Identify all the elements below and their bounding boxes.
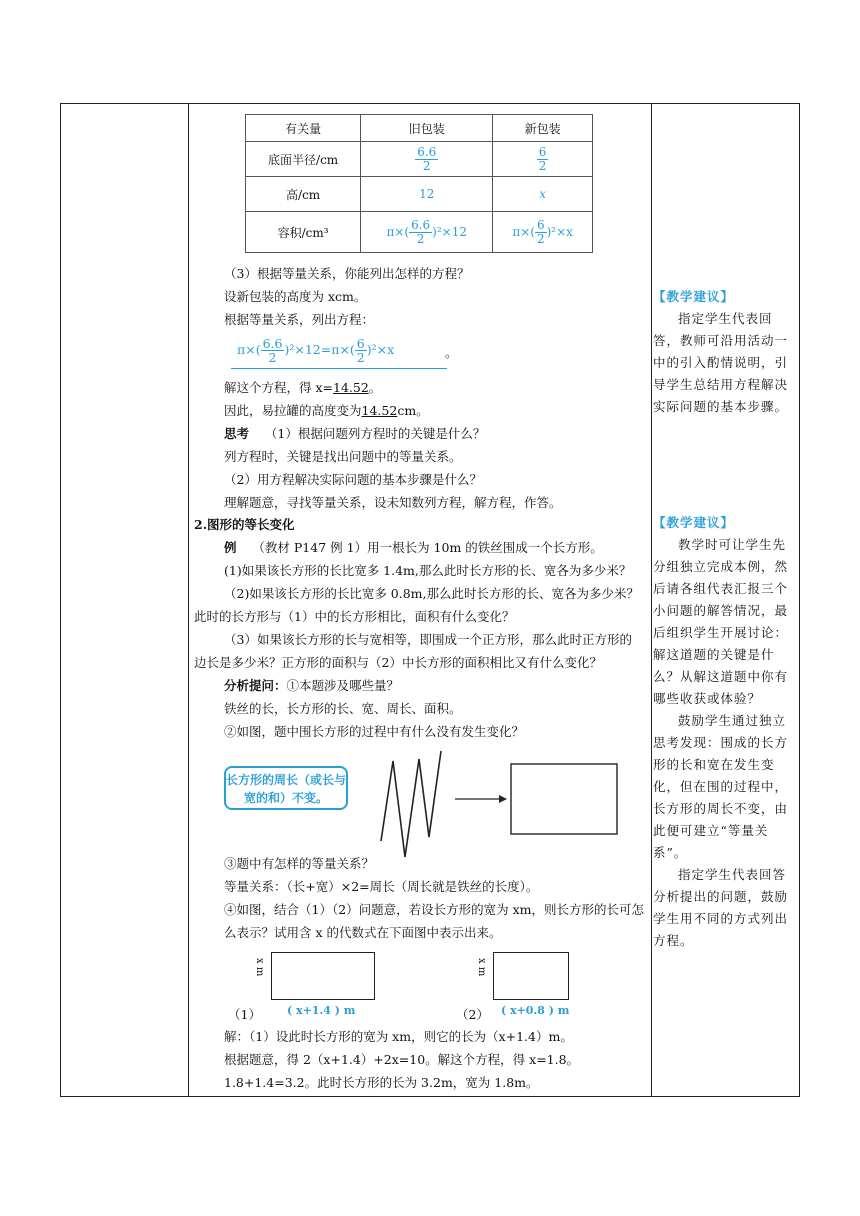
fraction-denominator: 2 [536, 231, 545, 246]
figure-1-label: （1） [228, 1007, 261, 1022]
text: （教材 P147 例 1）用一根长为 10m 的铁丝围成一个长方形。 [252, 540, 603, 555]
rectangle-shape [511, 764, 617, 834]
formula-part: π×( [512, 224, 535, 239]
table-row [246, 142, 593, 177]
example-q1: (1)如果该长方形的长比宽多 1.4m,那么此时长方形的长、宽各为多少米？ [224, 563, 632, 578]
fraction-numerator: 6 [536, 217, 545, 232]
table-cell: 12 [361, 177, 493, 212]
callout-bubble: 长方形的周长（或长与宽的和）不变。 [224, 766, 348, 810]
think-question-1 [224, 425, 485, 443]
question-3: （3）根据等量关系，你能列出怎样的方程？ [224, 266, 470, 281]
conclusion-line [224, 402, 429, 420]
row-label: 高/cm [246, 177, 361, 212]
analysis-1 [224, 677, 399, 695]
wire-figure [371, 749, 641, 859]
fraction-numerator: 6.6 [417, 144, 437, 159]
figure-2-bottom-label: ( x+0.8 ) m [501, 1004, 570, 1017]
answer-value: 14.52 [361, 403, 398, 418]
note-text: 教学时可让学生先分组独立完成本例，然后请各组代表汇报三个小问题的解答情况，最后组织学生开展讨论：解这道题的关键是什么？从解这道题中你有哪些收获或体验？ [653, 537, 789, 706]
formula-part: π×( [386, 224, 410, 239]
fraction-denominator: 2 [268, 350, 277, 365]
text: （1）根据问题列方程时的关键是什么？ [264, 426, 486, 441]
note-heading: 【教学建议】 [653, 289, 735, 304]
figure-2-label: （2） [456, 1007, 489, 1022]
table-row [246, 212, 593, 253]
think-label: 思考 [224, 426, 250, 441]
fraction-denominator: 2 [538, 158, 547, 173]
lesson-table [60, 103, 800, 1097]
think-answer-1: 列方程时，关键是找出问题中的等量关系。 [224, 449, 462, 464]
solution-2: 根据题意，得 2（x+1.4）+2x=10。解这个方程，得 x=1.8。 [224, 1052, 580, 1067]
text: 。 [368, 380, 382, 395]
solution-1: 解：（1）设此时长方形的宽为 xm，则它的长为（x+1.4）m。 [224, 1029, 573, 1044]
example-line [224, 539, 603, 557]
figure-2-side-label: x m [476, 958, 487, 977]
fraction-numerator: 6 [538, 144, 547, 159]
analysis-3-answer: 等量关系：（长+宽）×2=周长（周长就是铁丝的长度）。 [224, 879, 539, 894]
figure-2-rectangle [493, 952, 569, 1000]
table-cell [361, 212, 493, 253]
formula-part: π×( [237, 342, 261, 357]
fraction-denominator: 2 [356, 350, 365, 365]
text: 因此，易拉罐的高度变为 [224, 403, 362, 418]
equation-end: 。 [445, 345, 458, 360]
equation [231, 337, 447, 369]
bent-wire [381, 751, 441, 857]
table-header: 新包装 [493, 115, 593, 142]
note-text: 指定学生代表回答，教师可沿用活动一中的引入酌情说明，引导学生总结用方程解决实际问题的基本步骤。 [653, 311, 789, 414]
table-header-row [246, 115, 593, 142]
fraction-numerator: 6.6 [262, 336, 283, 351]
table-header: 有关量 [246, 115, 361, 142]
table-row [246, 177, 593, 212]
fraction-numerator: 6 [356, 336, 365, 351]
note-text: 指定学生代表回答分析提出的问题，鼓励学生用不同的方式列出方程。 [653, 867, 789, 948]
text: ①本题涉及哪些量？ [286, 678, 400, 693]
note-heading: 【教学建议】 [653, 515, 735, 530]
table-cell: x [493, 177, 593, 212]
analysis-label: 分析提问： [224, 678, 287, 693]
text: 解这个方程，得 x= [224, 380, 333, 395]
solve-line [224, 379, 381, 397]
example-q2b: 此时的长方形与（1）中的长方形相比，面积有什么变化？ [194, 609, 515, 624]
think-answer-2: 理解题意，寻找等量关系，设未知数列方程，解方程，作答。 [224, 495, 562, 510]
fraction-numerator: 6.6 [411, 217, 431, 232]
teaching-note-1 [653, 286, 795, 418]
formula-part: )²×12=π×( [284, 342, 355, 357]
solution-3: 1.8+1.4=3.2。此时长方形的长为 3.2m，宽为 1.8m。 [224, 1075, 539, 1090]
table-header: 旧包装 [361, 115, 493, 142]
analysis-2: ②如图，题中围长方形的过程中有什么没有发生变化？ [224, 724, 525, 739]
quantity-table [245, 114, 593, 253]
answer-value: 14.52 [333, 380, 369, 395]
table-cell [361, 142, 493, 177]
row-label: 容积/cm³ [246, 212, 361, 253]
equation-intro: 根据等量关系，列出方程： [224, 312, 375, 327]
column-divider [188, 104, 189, 1096]
table-cell [493, 212, 593, 253]
analysis-4b: 么表示？试用含 x 的代数式在下面图中表示出来。 [224, 925, 502, 940]
analysis-3: ③题中有怎样的等量关系？ [224, 856, 375, 871]
table-cell [493, 142, 593, 177]
example-q2a: （2)如果该长方形的长比宽多 0.8m,那么此时长方形的长、宽各为多少米？ [224, 586, 640, 601]
row-label: 底面半径/cm [246, 142, 361, 177]
example-label: 例 [224, 540, 237, 555]
arrow-head-icon [499, 795, 507, 803]
figure-1-rectangle [271, 952, 375, 1000]
formula-part: )²×x [546, 224, 573, 239]
example-q3b: 边长是多少米？正方形的面积与（2）中长方形的面积相比又有什么变化？ [194, 655, 602, 670]
formula-part: )²×12 [432, 224, 467, 239]
figure-1-bottom-label: ( x+1.4 ) m [287, 1004, 356, 1017]
fraction-denominator: 2 [422, 158, 431, 173]
text: cm。 [397, 403, 429, 418]
set-variable: 设新包装的高度为 xcm。 [224, 289, 367, 304]
fraction-denominator: 2 [416, 231, 425, 246]
note-text: 鼓励学生通过独立思考发现：围成的长方形的长和宽在发生变化，但在围的过程中，长方形的周长不变，由此便可建立“等量关系”。 [653, 713, 789, 860]
analysis-4a: ④如图，结合（1）（2）问题意，若设长方形的宽为 xm，则长方形的长可怎 [224, 902, 645, 917]
formula-part: )²×x [366, 342, 395, 357]
analysis-1-answer: 铁丝的长，长方形的长、宽、周长、面积。 [224, 701, 462, 716]
teaching-note-2 [653, 512, 795, 952]
figure-1-side-label: x m [254, 958, 265, 977]
column-divider [651, 104, 652, 1096]
think-question-2: （2）用方程解决实际问题的基本步骤是什么？ [224, 472, 482, 487]
example-q3a: （3）如果该长方形的长与宽相等，即围成一个正方形，那么此时正方形的 [224, 632, 632, 647]
section-title: 2.图形的等长变化 [194, 517, 295, 532]
